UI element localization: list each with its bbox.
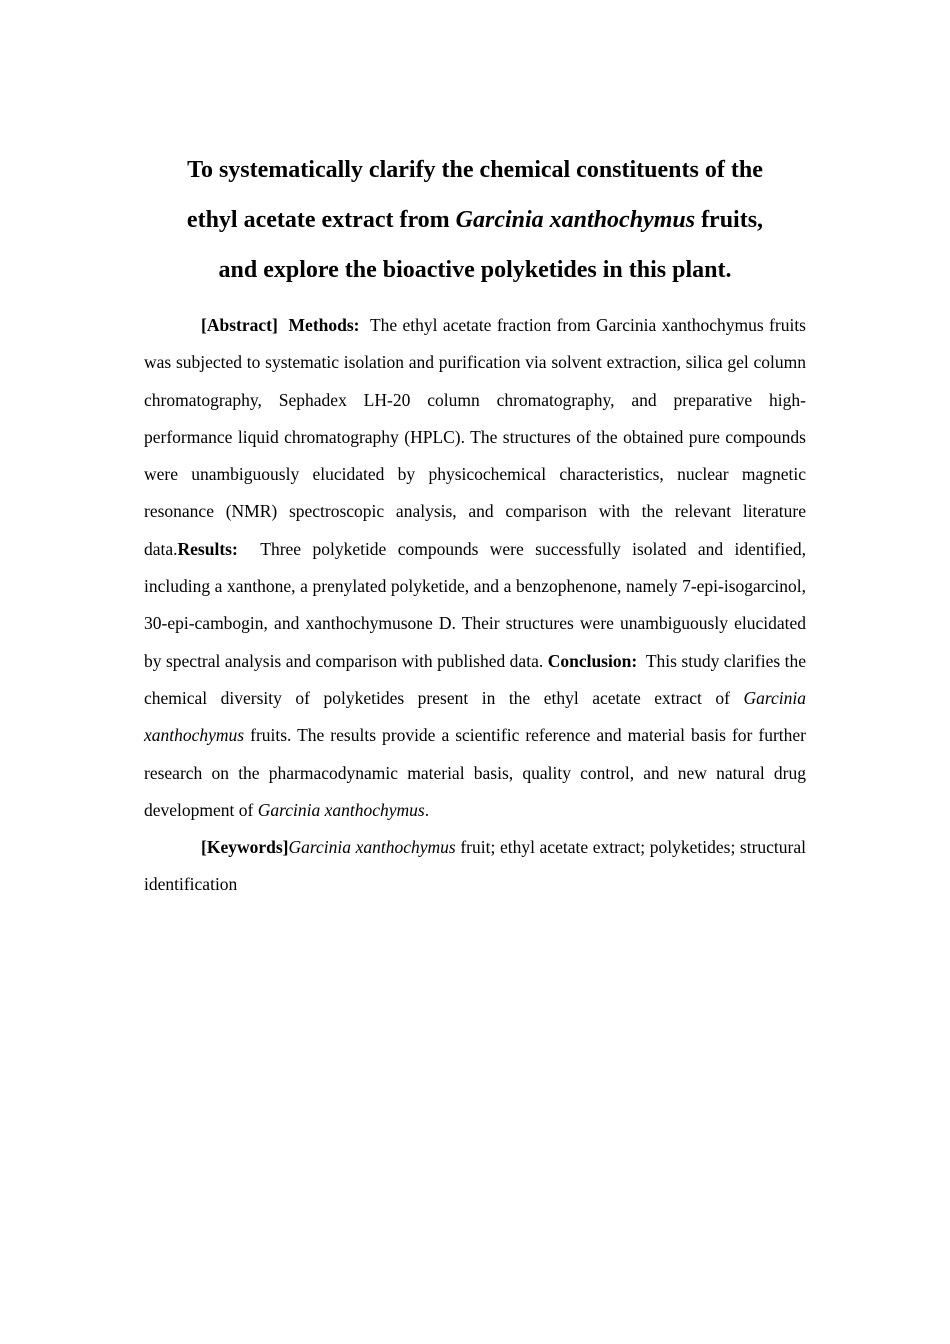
methods-label: Methods: (288, 315, 360, 335)
abstract-section (144, 307, 806, 904)
conclusion-label: Conclusion: (547, 650, 638, 671)
title-line-1: To systematically clarify the chemical constituents of the (187, 157, 763, 183)
abstract-paragraph (144, 307, 806, 829)
keywords-paragraph (144, 829, 806, 904)
conclusion-text: . (424, 799, 430, 820)
species-name: Garcinia xanthochymus (288, 837, 456, 858)
results-text: Three polyketide compounds were successfully isolated and identified, including a xanthone, a prenylated polyketide, and a benzophenone, namely 7-epi-isogarcinol, 30-epi-cambogin, and xanthochymusone D. Their structures were unambiguously elucidated by spectral analysis and comparison with published data. (144, 538, 806, 671)
title-line-2 (144, 195, 806, 245)
title-line-3: and explore the bioactive polyketides in this plant. (218, 257, 732, 283)
species-name: Garcinia xanthochymus (257, 799, 425, 820)
abstract-label: [Abstract] (201, 315, 278, 335)
results-label: Results: (177, 538, 238, 559)
keywords-text: fruit; ethyl acetate extract; polyketides; structural identification (144, 837, 807, 895)
paper-title (144, 145, 806, 295)
methods-text: The ethyl acetate fraction from Garcinia xanthochymus fruits was subjected to systematic isolation and purification via solvent extraction, silica gel column chromatography, Sephadex LH-20 column chromatography, and preparative high-performance liquid chromatography (HPLC). The structures of the obtained pure compounds were unambiguously elucidated by physicochemical characteristics, nuclear magnetic resonance (NMR) spectroscopic analysis, and comparison with the relevant literature data. (144, 315, 806, 559)
conclusion-text: fruits. The results provide a scientific reference and material basis for further research on the pharmacodynamic material basis, quality control, and new natural drug development of (144, 725, 806, 820)
keywords-label: [Keywords] (201, 837, 289, 858)
title-text: fruits, (695, 207, 764, 233)
title-text: ethyl acetate extract from (186, 207, 456, 233)
species-name: Garcinia xanthochymus (455, 207, 696, 233)
species-name: Garcinia xanthochymus (144, 687, 806, 746)
conclusion-text: This study clarifies the chemical diversity of polyketides present in the ethyl acetate extract of (144, 650, 807, 708)
